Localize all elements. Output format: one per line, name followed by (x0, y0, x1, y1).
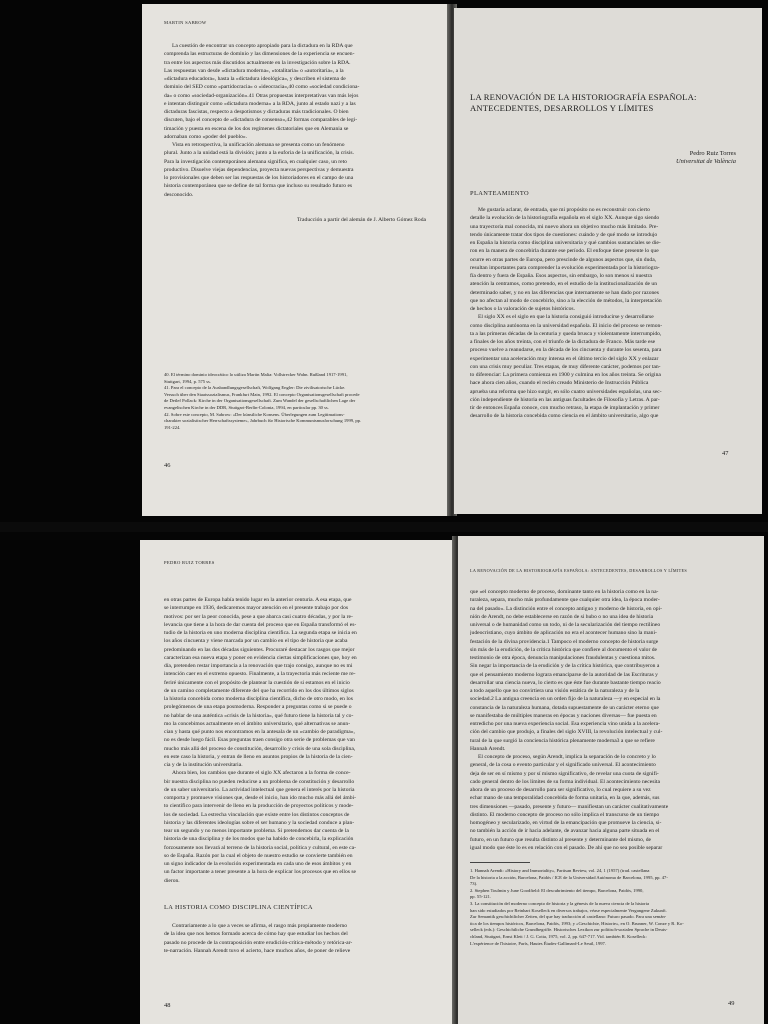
chapter-title-line: ANTECEDENTES, DESARROLLOS Y LÍMITES (470, 103, 654, 113)
body-line: historia contemporánea que se define de tal forma que incluso su resultado futuro es (164, 183, 353, 190)
footnote-line: Versuch über den Staatssozialismus, Frankfurt Main, 1992. El concepto Organisationsgesellschaft procede (164, 391, 360, 397)
body-line: forzosamente nos llevará al terreno de la historia social, política y cultural, en este ca- (164, 844, 356, 851)
body-line: a todo aquello que no convirtiera una visión estática de la naturaleza y de la (470, 688, 640, 694)
body-line: nión de Arendt, no debe establecerse en razón de si hubo o no una idea de historia (470, 613, 654, 620)
footnote-line: 73). (470, 881, 478, 887)
footnote-rule (470, 862, 530, 863)
body-line: tendo únicamente tratar dos tipos de cuestiones: cuándo y de qué modo se introdujo (470, 231, 658, 238)
body-line: entredicho por una nueva experiencia social. Esa experiencia vino unida a la acelera- (470, 721, 660, 727)
body-line: prolegómenos de una etapa posmoderna. Responder a preguntas como si se puede o (164, 704, 352, 711)
author-name: Pedro Ruiz Torres (689, 150, 736, 157)
footnote-line: charakter sozialistischer Herrschaftssysteme», Jahrbuch für Historische Kommunismusforschung 1999, pp. (164, 418, 362, 424)
body-line: cian y hasta qué punto nos encontramos en la antesala de un «cambio de paradigma», (164, 729, 355, 735)
body-line: hace ahora cien años, cuando el recién creado Ministerio de Instrucción Pública (470, 380, 649, 387)
body-line: un factor importante a tener presente a la hora de explicar los procesos que en ellos se (164, 869, 356, 876)
body-line: constancia de la naturaleza humana, dotada supuestamente de un carácter eterno que (470, 704, 659, 711)
body-line: la historia concebida como moderna disciplina científica, dicho de otro modo, en los (164, 696, 353, 702)
body-line: homogéneo y secularizado, en virtud de la emancipación que promueve la ciencia, si- (470, 820, 662, 826)
body-line: timación y puesta en escena de los dos regímenes dictatoriales que en Alemania se (164, 125, 349, 132)
body-line: echar mano de una temporalidad concebida de forma unitaria, en la que, además, sus (470, 795, 660, 802)
body-line: bir nuestra disciplina no pueden reducirse a un problema de constitución y desarrollo (164, 778, 355, 785)
body-line: pasado no procede de la contraposición entre erudición-crítica-método y retórica-ar- (164, 939, 353, 946)
body-line: cado general dentro de los límites de su forma individual. El acontecimiento necesita (470, 778, 660, 785)
body-line: plural. Junto a la unidad está la división; junto a la euforia de la unificación, la crisis. (164, 150, 354, 157)
footnote-line: de Detlef Pollack: Kirche in der Organisationsgesellschaft. Zum Wandel der gesellschaftlichen Lage der (164, 398, 356, 404)
body-line: de la idea que nos hemos formado acerca de cómo hay que estudiar los hechos del (164, 931, 348, 938)
body-line: resultan importantes para comprender la evolución experimentada por la historiogra- (470, 264, 660, 271)
body-line: en otras partes de Europa había tenido lugar en la anterior centuria. A esa etapa, que (164, 597, 352, 603)
body-line: fía dentro y fuera de España. Esos aspectos, sin embargo, lo son menos si nuestra (470, 273, 652, 279)
body-line: determinado saber, y no en las diferencias que internamente se han dado por razones (470, 289, 659, 296)
body-line: da» o como «sociedad-organización».41 Otras propuestas interpretativas van más lejos (164, 92, 359, 99)
body-line: lo provisionales que deben ser las respuestas de los historiadores en el campo de una (164, 175, 354, 181)
section-heading: PLANTEAMIENTO (470, 190, 530, 197)
body-line: Hannah Arendt. (470, 745, 506, 752)
body-line: experimentar una aceleración muy intensa en el último tercio del siglo XX y enlazar (470, 355, 659, 362)
body-line: una trayectoria mal conocida, mi nuevo ahora un objetivo mucho más limitado. Pre- (470, 223, 659, 230)
body-line: historia de una disciplina y de los modos que ha habido de concebirla, la explicación (164, 836, 354, 843)
footnote-line: 41. Para el concepto de la Ausbandlungsgesellschaft, Wolfgang Engler: Die zivilisatorische Lücke. (164, 385, 346, 391)
body-line: ción independiente de historia en las antiguas facultades de Filosofía y Letras. A par- (470, 396, 660, 403)
body-line: Las respuestas van desde «dictadura moderna», «totalitaria» o «autoritaria», a la (164, 67, 344, 74)
body-line: a finales de los años treinta, con el triunfo de la dictadura de Franco. Más tarde ese (470, 339, 656, 345)
footnote-line: De la historia a la acción, Barcelona, Paidós / ICE de la Universidad Autónoma de Barcelona, 1995, pp. 47- (470, 874, 668, 880)
body-line: Para la investigación contemporánea alemana significa, en cualquier caso, un reto (164, 158, 347, 165)
body-line: desconocido. (164, 191, 194, 198)
body-line: dieron. (164, 877, 180, 884)
body-line: historia y las diferentes ideologías sobre el ser humano y la sociedad conduce a plan- (164, 819, 355, 826)
body-line: no es desde luego fácil. Esas preguntas traen consigo otra serie de problemas que van (164, 737, 355, 744)
body-line: El concepto de proceso, según Arendt, implica la separación de lo concreto y lo (478, 754, 656, 760)
running-head: LA RENOVACIÓN DE LA HISTORIOGRAFÍA ESPAÑOLA: ANTECEDENTES, DESARROLLOS Y LÍMITES (470, 568, 687, 573)
body-line: no hablar de una auténtica «crisis de la historia», qué futuro tiene la historia tal y co- (164, 712, 354, 719)
body-line: turaleza, separa, mucho más profundamente que cualquier otra idea, la época moder- (470, 597, 660, 604)
body-line: que no afectan al modo de concebirlo, sino a la elección de métodos, la interpretación (470, 297, 662, 304)
body-line: e intentan distinguir como «dictadura moderna» a la RDA, junto al estado nazi y a las (164, 100, 356, 107)
body-line: te-narración. Hannah Arendt tuvo el acierto, hace muchos años, de poner de relieve (164, 947, 351, 954)
footnote-line: chland, Stuttgart, Ernst Klett / J. G. Cotta, 1975, vol. 2, pp. 647-717. Vid. también R. Koselleck: (470, 933, 647, 939)
body-line: ta a las primeras décadas de la centuria y queda brusca y violentamente interrumpido, (470, 330, 662, 337)
body-line: de un camino completamente diferente del que ha recorrido en los dos últimos siglos (164, 687, 354, 694)
body-line: Me gustaría aclarar, de entrada, que mi propósito no es reconstruir con cierto (478, 207, 650, 213)
page-48-section-body (164, 922, 432, 955)
body-line: predominando en las dos décadas siguientes. Procuraré destacar los rasgos que mejor (164, 646, 355, 653)
body-line: so de España. Razón por la cual el objeto de nuestro estudio se convierte también en (164, 852, 353, 859)
body-line: se interrumpe en 1936, dedicaremos mayor atención en el presente trabajo por dos (164, 605, 349, 612)
page-number: 46 (164, 462, 171, 469)
author-block (470, 150, 736, 166)
body-line: dictaduras fascistas, respecto a despotismos y dictaduras más tradicionales. O bien (164, 109, 349, 115)
bottom-spread-scan (0, 532, 768, 1024)
body-line: caracterizan esa nueva etapa y poner en evidencia ciertas simplificaciones que, hoy en (164, 654, 357, 661)
body-line: tear un segundo y no menos importante problema. Si pretendemos dar cuenta de la (164, 828, 349, 834)
body-line: día, pretenden restar importancia a la renovación que trajo consigo, aunque no es mi (164, 663, 353, 669)
body-line: dominio del SED como «partidocracia» o «ideocracia»,40 como «sociedad condiciona- (164, 84, 360, 91)
body-line: detalle la evolución de la historiografía española en el siglo XX. Aunque sigo siendo (470, 215, 660, 222)
body-line: to diferenciar: La primera comienza en 1900 y culmina en los años treinta. Se origina (470, 372, 661, 378)
body-line: El siglo XX es el siglo en que la historia consiguió introducirse y desarrollarse (478, 314, 654, 321)
body-line: ahora de un proceso de desarrollo para ser significativo, lo cual requiere a su vez (470, 787, 651, 793)
body-line: comprenda las estructuras de dominio y las dimensiones de la experiencia se encuen- (164, 51, 355, 58)
body-line: tudio de la historia en uno moderna disciplina científica. La segunda etapa se inicia en (164, 630, 357, 636)
body-line: motivos: por ser la peor conocida, pese a que abarca casi cuatro décadas, y por la re- (164, 613, 353, 620)
footnote-line: 191-224. (164, 424, 181, 430)
running-head: PEDRO RUIZ TORRES (164, 560, 215, 565)
body-line: tres dimensiones —pasado, presente y futuro— manifiestan un carácter cualitativamente (470, 803, 669, 810)
body-line: atención la centramos, como pretendo, en el estudio de la institucionalización de un (470, 281, 658, 288)
body-line: no también la acción de ir hacia adelante, de avanzar hacia alguna parte situada en el (470, 828, 660, 835)
body-line: festación de la divina providencia.1 Tampoco el moderno concepto de historia surge (470, 638, 659, 645)
body-line: sin más de la erudición, de la crítica histórica que confiere al documento el valor de (470, 646, 658, 653)
body-line: con una crisis muy peculiar. Tres etapas, de muy diferente carácter, podemos por tan- (470, 363, 661, 370)
chapter-title (470, 92, 750, 114)
author-affiliation: Universitat de València (676, 158, 736, 166)
footnote-line: pp. 55-121. (470, 894, 492, 900)
body-line: levancia que tiene a la hora de dar cuenta del proceso que en España transformó el es- (164, 621, 357, 628)
body-line: distinto. El moderno concepto de proceso no sólo implica el transcurso de un tiempo (470, 811, 660, 818)
body-line: en este caso la historia, y entran de lleno en asuntos propios de la historia de la cien- (164, 753, 353, 760)
body-line: tra entre los aspectos más discutidos actualmente en la investigación sobre la RDA. (164, 59, 351, 66)
body-line: ción del cambio que produjo, a finales del siglo XVIII, la revolución intelectual y cul- (470, 729, 663, 736)
body-line: sociedad.2 La antigua creencia en un orden fijo de la naturaleza —y en especial en la (470, 696, 661, 703)
body-line: judeocristiano, cuyo ámbito de aplicación no era el acontecer humano sino la mani- (470, 630, 657, 637)
body-line: mo la concebimos actualmente en el ámbito universitario, qué alternativas se anun- (164, 720, 351, 727)
body-line: Sin negar la importancia de la erudición y de la crítica histórica, que contribuyeron a (470, 663, 660, 670)
section-heading: LA HISTORIA COMO DISCIPLINA CIENTÍFICA (164, 904, 313, 911)
body-line: de un saber universitario. La actividad intelectual que genera el interés por la historia (164, 786, 355, 793)
page-47-body (470, 206, 740, 421)
body-line: desarrollo de la historia concebida como ciencia en el ámbito universitario, algo que (470, 413, 659, 420)
chapter-title-line: LA RENOVACIÓN DE LA HISTORIOGRAFÍA ESPAÑOLA: (470, 92, 697, 102)
footnote-line: Stuttgart, 1994, p. 575 ss. (164, 378, 211, 384)
body-line: Ahora bien, los cambios que durante el siglo XX afectaron a la forma de conce- (172, 770, 351, 777)
running-head: MARTIN SABROW (164, 20, 207, 25)
footnote-line: 1. Hannah Arendt: «History and Immortality», Partisan Review, vol. 24, 1 (1957) (trad. castellana (470, 868, 650, 873)
body-line: adornaban como «poder del pueblo». (164, 133, 248, 140)
body-line: que «el concepto moderno de proceso, dominante tanto en la historia como en la na- (470, 589, 659, 595)
body-line: feriré únicamente con el propósito de plantear la cuestión de si estamos en el inicio (164, 679, 350, 686)
body-line: «dictadura educadora», hasta la «dictadura ideológica», y describen el sistema de (164, 76, 346, 82)
body-line: que el pensamiento moderno lograra emanciparse de la autoridad de las Escrituras y (470, 671, 658, 678)
body-line: ron en la manera de concebirla durante ese período. El enfoque tiene presente lo que (470, 248, 659, 255)
body-line: tural de la que surgió la conciencia histórica plenamente moderna3 a que se refiere (470, 737, 655, 744)
body-line: general, de la cosa o evento particular y el significado universal. El acontecimiento (470, 762, 656, 769)
body-line: comporta y promueve visiones que, desde el inicio, han ido mucho más allá del ámbi- (164, 795, 357, 801)
page-49-footnotes (470, 868, 746, 947)
body-line: to científico para intervenir de lleno en la producción de proyectos políticos y mode- (164, 803, 354, 810)
page-46 (142, 4, 450, 516)
body-line: La cuestión de encontrar un concepto apropiado para la dictadura en la RDA que (172, 43, 353, 49)
body-line: como disciplina autónoma en la universidad española. El inicio del proceso se remon- (470, 322, 663, 329)
page-48 (140, 540, 454, 1024)
footnote-line: Zur Semantik geschichtlicher Zeiten, del que hay traducción al castellano: Futuro pasado. Para una semán- (470, 914, 667, 920)
translation-credit-block (164, 216, 426, 224)
body-line: mucho más allá del proceso de constitución, desarrollo y crisis de una sola disciplina, (164, 745, 356, 752)
footnote-line: evangelischen Kirche in der DDR, Stuttgart-Berlín-Colonia, 1994, en particular pp. 30 ss. (164, 404, 329, 410)
footnote-line: selleck (eds.): Geschichtliche Grundbegriffe. Historisches Lexikon zur politisch-sozialen Sprache in Deuts- (470, 927, 668, 933)
footnote-line: tica de los tiempos históricos, Barcelona, Paidós, 1993; y «Geschichte, Historie», en O. Brunner, W. Conze y R. Ko- (470, 920, 684, 926)
page-49 (458, 536, 764, 1024)
body-line: na del pasado». La distinción entre el concepto antiguo y moderno de historia, en opi- (470, 605, 662, 612)
body-line: ocurre en otras partes de Europa, pero prescinde de algunos aspectos que, sin duda, (470, 256, 657, 263)
body-line: futuro, en un futuro que resulta distinto al presente y determinante del mismo, de (470, 836, 651, 843)
footnote-line: 2. Stephen Toulmin y June Goodfield: El descubrimiento del tiempo, Barcelona, Paidós, 1990, (470, 887, 644, 893)
body-line: Vista en retrospectiva, la unificación alemana se presenta como un fenómeno (172, 142, 345, 148)
translation-credit: Traducción a partir del alemán de J. Alberto Gómez Roda (296, 217, 426, 223)
body-line: los años cincuenta y viene marcada por un cambio en el tipo de historia que acaba (164, 638, 348, 645)
body-line: se manifestaba de múltiples maneras en épocas y naciones diversas— fue puesta en (470, 712, 657, 719)
body-line: un signo indicador de la evolución experimentada en cada uno de esos ámbitos y en (164, 861, 352, 867)
page-46-body (164, 42, 426, 199)
page-number: 48 (164, 1002, 171, 1009)
page-46-footnotes (164, 372, 426, 431)
footnote-line: 40. El término dominio ideocrático lo utiliza Martin Malia: Vollstrecker Wahn. Rußland 1917-1991, (164, 372, 348, 377)
footnote-line: L'expérience de l'histoire, París, Hautes Études-Gallimard-Le Seuil, 1997. (470, 940, 606, 946)
page-47 (454, 8, 762, 514)
page-number: 47 (722, 450, 729, 457)
body-line: cia y de la institución universitaria. (164, 762, 243, 768)
footnote-line: han sido estudiados por Reinhart Koselleck en diversos trabajos, véase especialmente Vergangene Zukunft. (470, 907, 667, 913)
footnote-line: 42. Sobre este concepto, M. Sabrow: «Der künstliche Konsens. Überlegungen zum Legitimations- (164, 411, 345, 417)
body-line: deja de ser en sí mismo y por sí mismo significativo, de revelar una cuota de signifi- (470, 770, 659, 777)
body-line: Contrariamente a lo que a veces se afirma, el rasgo más propiamente moderno (172, 923, 348, 929)
body-line: testimonio de otra época, denuncia manipulaciones fraudulentas y cuestiona mitos. (470, 655, 656, 661)
body-line: igual modo que éste lo es en relación con el pasado. De ahí que no sea posible separar (470, 844, 663, 851)
body-line: productivo. Disuelve viejas dependencias, proyecta nuevas perspectivas y demuestra (164, 166, 354, 173)
body-line: discuten, bajo el concepto de «dictadura de consenso»,42 formas comparables de legi- (164, 117, 358, 124)
footnote-line: 3. La constitución del moderno concepto de historia y la génesis de la nueva ciencia de la historia (470, 900, 650, 906)
body-line: tir de entonces España conoce, con mucho retraso, la etapa de implantación y primer (470, 405, 660, 411)
page-48-body (164, 596, 432, 885)
body-line: en España la historia como disciplina universitaria y qué cambios sustanciales se die- (470, 240, 661, 246)
body-line: aprueba una reforma que hizo surgir, en sólo cuatro universidades españolas, una sec- (470, 388, 662, 395)
body-line: universal o de humanidad como un todo, ni de la secularización del tiempo rectilíneo (470, 622, 661, 628)
body-line: de hechos o la valoración de sujetos históricos. (470, 306, 576, 312)
page-49-body (470, 588, 746, 852)
body-line: desarrollar una ciencia nueva, lo cierto es que éste fue durante bastante tiempo reacio (470, 679, 661, 686)
body-line: intención caer en el extremo opuesto. Finalmente, a la trayectoria más reciente me re- (164, 671, 356, 678)
body-line: proceso vuelve a reanudarse, en la década de los cincuenta y durante los sesenta, para (470, 347, 662, 354)
page-number: 49 (728, 1000, 735, 1007)
body-line: los de sociedad. La estrecha vinculación que existe entre los distintos conceptos de (164, 811, 350, 818)
